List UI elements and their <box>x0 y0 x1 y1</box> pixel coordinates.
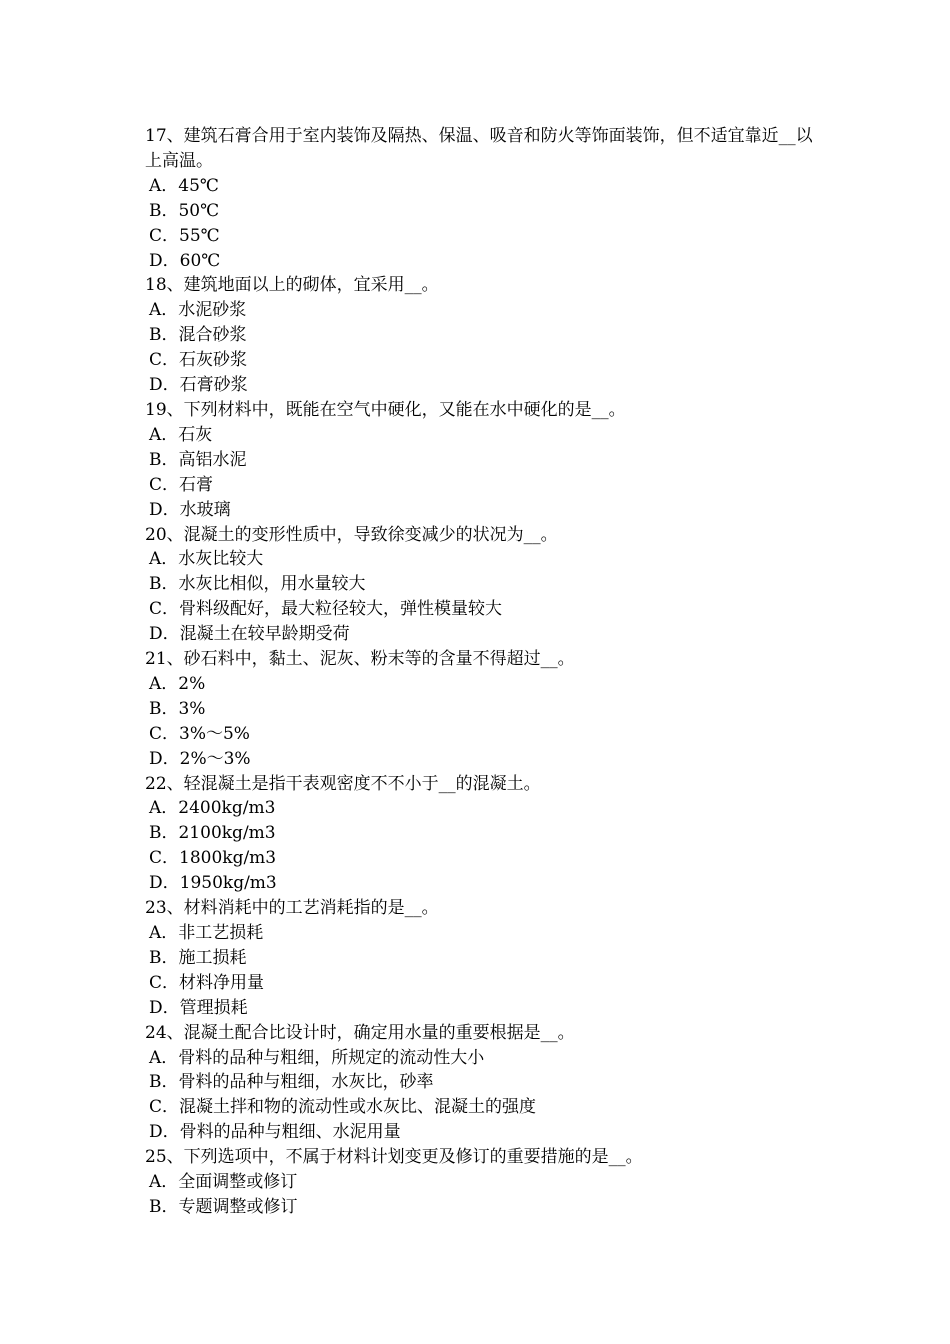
option-b: B．2100kg/m3 <box>149 823 276 844</box>
question-stem: 23、材料消耗中的工艺消耗指的是__。 <box>145 898 439 919</box>
question-stem: 17、建筑石膏合用于室内装饰及隔热、保温、吸音和防火等饰面装饰，但不适宜靠近__以上高温。 <box>145 126 813 171</box>
option-b: B．50℃ <box>149 200 220 221</box>
question-20 <box>145 523 815 648</box>
option-a: A．水灰比较大 <box>149 549 264 570</box>
option-a: A．水泥砂浆 <box>149 300 247 321</box>
option-c: C．3%～5% <box>149 723 250 744</box>
option-b: B．混合砂浆 <box>149 325 247 346</box>
option-a: A．石灰 <box>149 424 213 445</box>
option-a: A．全面调整或修订 <box>149 1172 298 1193</box>
option-d: D．60℃ <box>149 250 221 271</box>
option-c: C．骨料级配好，最大粒径较大，弹性模量较大 <box>149 599 503 620</box>
option-d: D．管理损耗 <box>149 997 248 1018</box>
option-c: C．1800kg/m3 <box>149 848 277 869</box>
question-stem: 18、建筑地面以上的砌体，宜采用__。 <box>145 275 439 296</box>
question-17 <box>145 124 815 273</box>
option-d: D．骨料的品种与粗细、水泥用量 <box>149 1122 401 1143</box>
option-c: C．石灰砂浆 <box>149 350 248 371</box>
question-stem: 24、混凝土配合比设计时，确定用水量的重要根据是__。 <box>145 1022 575 1043</box>
option-c: C．材料净用量 <box>149 972 265 993</box>
question-19 <box>145 398 815 523</box>
question-18 <box>145 273 815 398</box>
option-a: A．2400kg/m3 <box>149 798 276 819</box>
option-b: B．高铝水泥 <box>149 449 247 470</box>
option-d: D．1950kg/m3 <box>149 873 277 894</box>
option-d: D．石膏砂浆 <box>149 375 248 396</box>
question-23 <box>145 896 815 1021</box>
question-stem: 21、砂石料中，黏土、泥灰、粉末等的含量不得超过__。 <box>145 649 575 670</box>
option-c: C．混凝土拌和物的流动性或水灰比、混凝土的强度 <box>149 1097 537 1118</box>
option-b: B．水灰比相似，用水量较大 <box>149 574 366 595</box>
option-d: D．2%～3% <box>149 748 251 769</box>
question-stem: 25、下列选项中，不属于材料计划变更及修订的重要措施的是__。 <box>145 1147 643 1168</box>
option-a: A．骨料的品种与粗细，所规定的流动性大小 <box>149 1047 485 1068</box>
question-24 <box>145 1021 815 1146</box>
option-b: B．专题调整或修订 <box>149 1196 298 1217</box>
option-b: B．施工损耗 <box>149 947 247 968</box>
option-b: B．3% <box>149 698 206 719</box>
option-a: A．非工艺损耗 <box>149 923 264 943</box>
question-21 <box>145 647 815 772</box>
option-c: C．石膏 <box>149 474 214 495</box>
option-d: D．水玻璃 <box>149 499 231 520</box>
question-22 <box>145 772 815 897</box>
option-c: C．55℃ <box>149 225 220 246</box>
option-a: A．2% <box>149 673 206 694</box>
question-stem: 22、轻混凝土是指干表观密度不不小于__的混凝土。 <box>145 773 541 794</box>
question-stem: 19、下列材料中，既能在空气中硬化，又能在水中硬化的是__。 <box>145 399 626 420</box>
document-page <box>145 124 815 1220</box>
option-d: D．混凝土在较早龄期受荷 <box>149 624 350 645</box>
question-stem: 20、混凝土的变形性质中，导致徐变减少的状况为__。 <box>145 524 558 545</box>
option-b: B．骨料的品种与粗细，水灰比，砂率 <box>149 1072 434 1093</box>
question-25 <box>145 1145 815 1220</box>
option-a: A．45℃ <box>149 175 219 196</box>
